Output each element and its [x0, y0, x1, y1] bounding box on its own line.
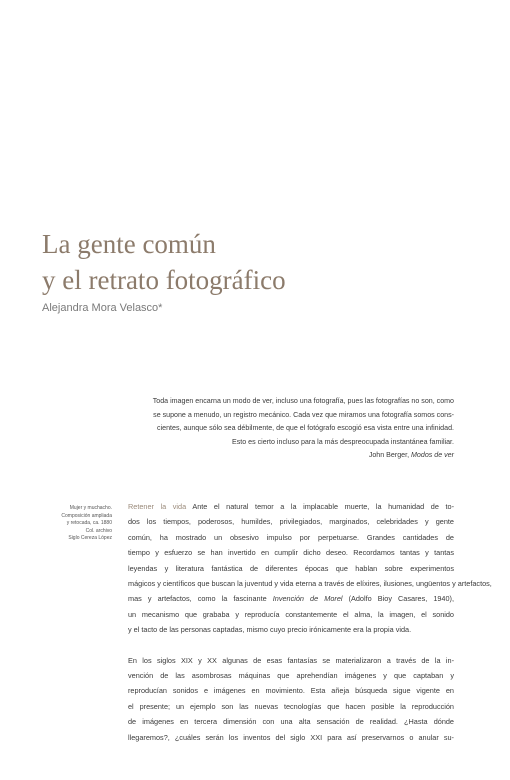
book-title: Invención de Morel [272, 594, 343, 604]
article-title-line-1: La gente común [42, 229, 216, 259]
body-line: de imágenes en tercera dimensión con una alta sensación de realidad. ¿Hasta dónde [128, 717, 454, 727]
epigraph-line: Esto es cierto incluso para la más despreocupada instantánea familiar. [231, 437, 454, 446]
article-body [128, 499, 492, 745]
body-line: llegaremos?, ¿cuáles serán los inventos del siglo XXI para así preservarnos o anular su- [128, 732, 454, 742]
epigraph-line: cientes, aunque sólo sea débilmente, de que el fotógrafo escogió esa vista entre una infinidad. [157, 424, 454, 433]
caption-line: Mujer y muchacho. [69, 505, 112, 511]
caption-line: Siglo Cereza López [68, 535, 112, 541]
body-line: vención de las asombrosas máquinas que aprehendían imágenes y que captaban y [128, 671, 454, 681]
body-line [128, 591, 454, 606]
body-line [128, 499, 454, 514]
body-line: dos los tiempos, poderosos, humildes, privilegiados, marginados, celebridades y gente [128, 517, 454, 527]
body-line-text: mas y artefactos, como la fascinante [128, 594, 273, 604]
caption-line: y retocada, ca. 1880 [66, 520, 112, 526]
paragraph [128, 499, 492, 638]
paragraph [128, 653, 454, 745]
caption-line: Col. archivo [85, 527, 112, 534]
body-line: leyendas y literatura fantástica de diferentes épocas que hablan sobre experimentos [128, 563, 454, 573]
body-line-text: (Adolfo Bioy Casares, 1940), [342, 594, 455, 604]
article-title [42, 226, 286, 298]
caption-line: Composición ampliada [61, 512, 112, 519]
epigraph-source-title: Modos de ver [411, 451, 454, 460]
body-line: el presente; un ejemplo son las nuevas tecnologías que hacen posible la reproducción [128, 701, 454, 711]
body-line-text: Ante el natural temor a la implacable muerte, la humanidad de to- [186, 502, 454, 511]
body-line: un mecanismo que grababa y reproducía constantemente el alma, la imagen, el sonido [128, 609, 454, 619]
body-line: mágicos y científicos que buscan la juventud y vida eterna a través de elíxires, ilusiones, ungüentos y artefactos, [128, 579, 492, 589]
epigraph [128, 395, 454, 463]
body-line: común, ha mostrado un obsesivo impulso por perpetuarse. Grandes cantidades de [128, 532, 454, 542]
body-line: tiempo y esfuerzo se han invertido en cumplir dicho deseo. Recordamos tantas y tantas [128, 548, 454, 558]
author-byline: Alejandra Mora Velasco* [42, 302, 163, 314]
epigraph-source-author: John Berger, [368, 451, 412, 460]
epigraph-line: Toda imagen encarna un modo de ver, incluso una fotografía, pues las fotografías no son, como [152, 397, 454, 405]
body-line: y el tacto de las personas captadas, mismo cuyo precio irónicamente era la propia vida. [128, 625, 412, 635]
body-line: En los siglos XIX y XX algunas de esas fantasías se materializaron a través de la in- [128, 655, 454, 665]
article-title-line-2: y el retrato fotográfico [42, 265, 286, 295]
epigraph-line: se supone a menudo, un registro mecánico. Cada vez que miramos una fotografía somos cons- [153, 410, 454, 419]
section-lead: Retener la vida [128, 502, 187, 511]
image-caption [30, 505, 112, 543]
body-line: reproducían sonidos e imágenes en movimiento. Esta añeja búsqueda sigue vigente en [128, 686, 454, 696]
epigraph-source [128, 449, 454, 463]
